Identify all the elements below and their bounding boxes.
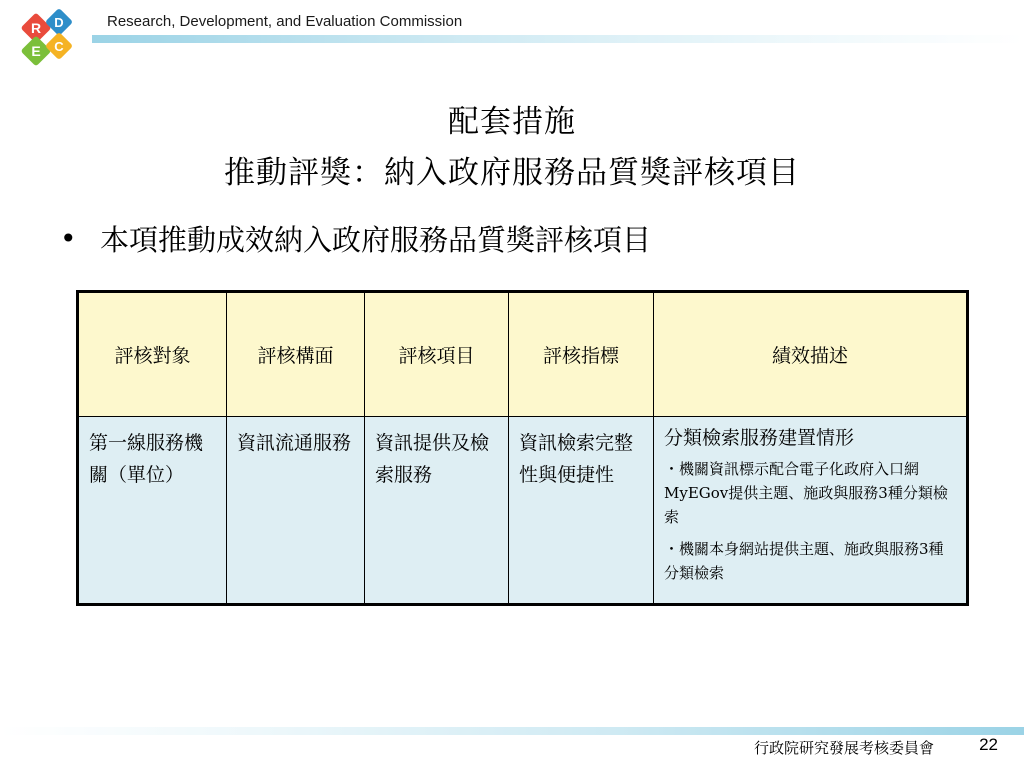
- cell-indicator: 資訊檢索完整性與便捷性: [509, 417, 654, 605]
- bullet-text: 本項推動成效納入政府服務品質獎評核項目: [100, 223, 652, 257]
- org-name: Research, Development, and Evaluation Commission: [107, 13, 463, 30]
- header-cell-item: 評核項目: [365, 292, 509, 417]
- header-cell-description: 績效描述: [654, 292, 968, 417]
- page-number: 22: [979, 735, 998, 754]
- svg-text:C: C: [54, 39, 64, 54]
- header-divider: [92, 35, 1024, 43]
- footer-agency: 行政院研究發展考核委員會: [753, 739, 934, 757]
- table-row: [78, 417, 968, 605]
- svg-text:D: D: [54, 15, 64, 30]
- header-cell-indicator: 評核指標: [509, 292, 654, 417]
- header-cell-dimension: 評核構面: [227, 292, 365, 417]
- bullet-point: [60, 218, 651, 259]
- slide-subtitle: 推動評獎：納入政府服務品質獎評核項目: [224, 155, 800, 191]
- cell-dimension: 資訊流通服務: [227, 417, 365, 605]
- cell-description: [654, 417, 968, 605]
- svg-text:E: E: [31, 43, 41, 59]
- description-title: 分類檢索服務建置情形: [664, 427, 855, 449]
- svg-text:R: R: [30, 20, 42, 36]
- evaluation-table: [76, 290, 969, 606]
- cell-item: 資訊提供及檢索服務: [365, 417, 509, 605]
- description-point: ・機關本身網站提供主題、施政與服務3種分類檢索: [664, 540, 944, 582]
- slide-title: 配套措施: [448, 104, 576, 140]
- bullet-icon: •: [60, 222, 77, 255]
- table-header-row: [78, 292, 968, 417]
- header-cell-target: 評核對象: [78, 292, 227, 417]
- rdec-logo: [14, 6, 88, 72]
- description-point: ・機關資訊標示配合電子化政府入口網MyEGov提供主題、施政與服務3種分類檢索: [664, 460, 948, 526]
- cell-target: 第一線服務機關（單位）: [78, 417, 227, 605]
- footer-divider: [0, 727, 1024, 735]
